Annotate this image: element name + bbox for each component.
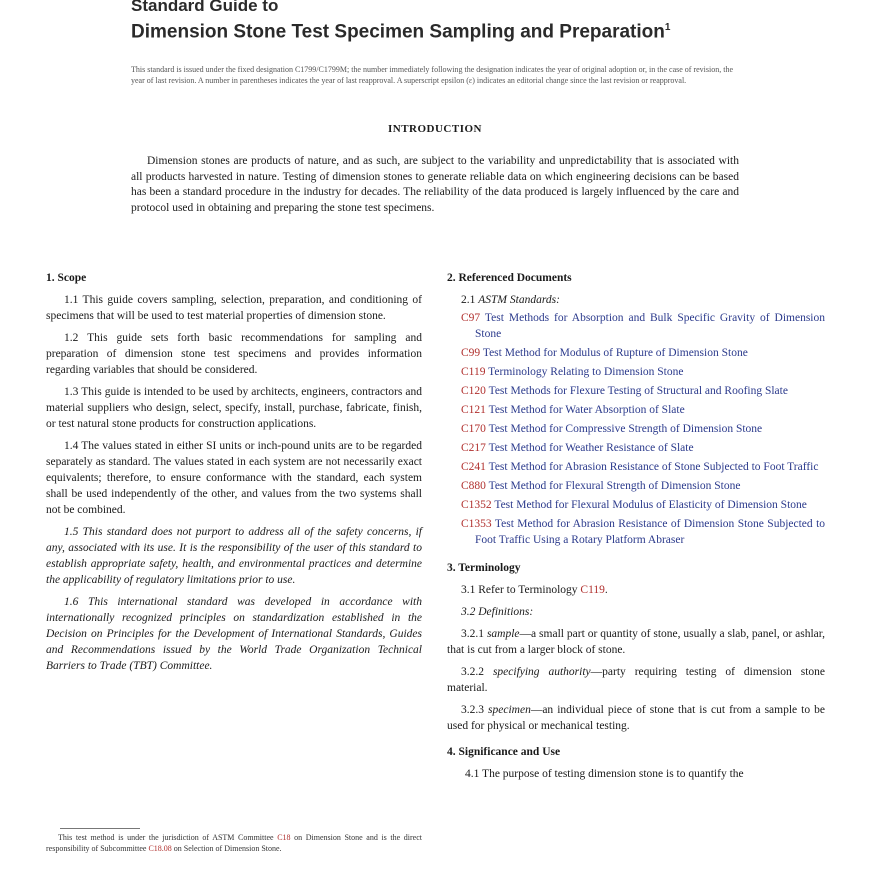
- ref-title[interactable]: Test Method for Modulus of Rupture of Dimension Stone: [482, 347, 748, 359]
- ref-title[interactable]: Test Method for Abrasion Resistance of Stone Subjected to Foot Traffic: [488, 461, 819, 473]
- terminology-3-2-1: [447, 626, 825, 658]
- ref-item[interactable]: [461, 345, 825, 361]
- def-term: sample: [486, 628, 520, 640]
- ref-item[interactable]: [461, 497, 825, 513]
- def-term: specimen: [488, 704, 531, 716]
- ref-item[interactable]: [461, 383, 825, 399]
- ref-code[interactable]: C99: [461, 347, 481, 359]
- ref-title[interactable]: Test Method for Abrasion Resistance of Dimension Stone Subjected to Foot Traffic Using a Rotary Platform Abraser: [475, 518, 826, 546]
- ref-code[interactable]: C880: [461, 480, 486, 492]
- scope-1-5: 1.5 This standard does not purport to address all of the safety concerns, if any, associated with its use. It is the responsibility of the user of this standard to establish appropriate safety, health, and environmental practices and determine the applicability of regulatory limitations prior to use.: [46, 526, 422, 586]
- introduction-heading: INTRODUCTION: [387, 123, 482, 135]
- right-column: [447, 266, 825, 788]
- title-footnote-mark: 1: [664, 22, 671, 33]
- ref-code[interactable]: C1353: [461, 518, 492, 530]
- introduction-text: Dimension stones are products of nature, and as such, are subject to the variability and unpredictability that is associated with all products harvested in nature. Testing of dimension stones to generate reliable data on which engineering decisions can be based has been a standard procedure in the industry for decades. The reliability of the data produced is largely influenced by the care and protocol used in obtaining and preparing the stone test specimens.: [131, 155, 739, 214]
- ref-item[interactable]: [461, 364, 825, 380]
- ref-title[interactable]: Test Method for Water Absorption of Slate: [488, 404, 685, 416]
- ref-code[interactable]: C1352: [461, 499, 492, 511]
- terminology-3-1: [447, 582, 825, 598]
- ref-code[interactable]: C217: [461, 442, 486, 454]
- scope-1-4: 1.4 The values stated in either SI units or inch-pound units are to be regarded separately as standard. The values stated in each system are not necessarily exact equivalents; therefore, to ensure conformance with the standard, each system shall be used independently of the other, and values from the two systems shall not be combined.: [46, 440, 422, 516]
- ref-code[interactable]: C119: [461, 366, 486, 378]
- ref-title[interactable]: Test Method for Compressive Strength of Dimension Stone: [488, 423, 763, 435]
- left-column: [46, 266, 422, 680]
- ref-title[interactable]: Test Method for Flexural Modulus of Elasticity of Dimension Stone: [494, 499, 807, 511]
- title-block: [131, 0, 771, 44]
- ref-title[interactable]: Terminology Relating to Dimension Stone: [488, 366, 684, 378]
- terminology-3-2-2: [447, 664, 825, 696]
- ref-item[interactable]: [461, 402, 825, 418]
- ref-code[interactable]: C241: [461, 461, 486, 473]
- footnote-text-post: on Selection of Dimension Stone.: [173, 843, 282, 853]
- ref-title[interactable]: Test Method for Weather Resistance of Slate: [488, 442, 694, 454]
- ref-item[interactable]: [461, 459, 825, 475]
- terminology-link-c119[interactable]: C119: [580, 584, 605, 596]
- ref-title[interactable]: Test Method for Flexural Strength of Dimension Stone: [488, 480, 741, 492]
- referenced-sub-num: 2.1: [461, 294, 476, 306]
- def-text: —a small part or quantity of stone, usually a slab, panel, or ashlar, that is cut from a larger block of stone.: [447, 628, 826, 656]
- section-significance-heading: 4. Significance and Use: [447, 746, 561, 758]
- footnote-divider: [60, 828, 140, 829]
- def-text: —an individual piece of stone that is cut from a sample to be used for physical or mechanical testing.: [447, 704, 825, 732]
- footnote-link-c18-08[interactable]: C18.08: [148, 843, 172, 853]
- significance-4-1: 4.1 The purpose of testing dimension stone is to quantify the: [465, 768, 744, 780]
- footnote-text-pre: This test method is under the jurisdiction of ASTM Committee: [58, 833, 274, 842]
- scope-1-1: 1.1 This guide covers sampling, selection, preparation, and conditioning of specimens that will be used to test material properties of dimension stone.: [46, 294, 422, 322]
- section-terminology-heading: 3. Terminology: [447, 562, 521, 574]
- title-line-1: Standard Guide to: [131, 0, 279, 15]
- scope-1-3: 1.3 This guide is intended to be used by architects, engineers, contractors and material suppliers who design, select, specify, install, purchase, fabricate, finish, or test natural stone products for construction applications.: [46, 386, 422, 430]
- ref-title[interactable]: Test Methods for Flexure Testing of Structural and Roofing Slate: [488, 385, 788, 397]
- ref-code[interactable]: C121: [461, 404, 486, 416]
- footnote-text-mid: on Dimension Stone and is the direct responsibility of Subcommittee: [46, 833, 422, 853]
- referenced-sub: [461, 292, 825, 308]
- ref-code[interactable]: C120: [461, 385, 486, 397]
- terminology-3-1-end: .: [604, 584, 608, 596]
- def-num: 3.2.2: [461, 666, 484, 678]
- ref-title[interactable]: Test Methods for Absorption and Bulk Specific Gravity of Dimension Stone: [475, 312, 825, 340]
- ref-item[interactable]: [461, 440, 825, 456]
- terminology-3-2-3: [447, 702, 825, 734]
- designation-notice: This standard is issued under the fixed designation C1799/C1799M; the number immediately following the designation indicates the year of original adoption or, in the case of revision, the year of last revision. A number in parentheses indicates the year of last reapproval. A superscript epsilon (ε) indicates an editorial change since the last revision or reapproval.: [131, 65, 733, 85]
- ref-code[interactable]: C170: [461, 423, 486, 435]
- referenced-sub-label: ASTM Standards:: [478, 294, 560, 306]
- def-term: specifying authority: [492, 666, 591, 678]
- footnote-link-c18[interactable]: C18: [277, 833, 291, 842]
- footnote: [46, 833, 422, 854]
- ref-item[interactable]: [461, 310, 825, 342]
- ref-code[interactable]: C97: [461, 312, 481, 324]
- title-line-2: [131, 16, 771, 44]
- terminology-3-2: 3.2 Definitions:: [461, 606, 534, 618]
- scope-1-6: 1.6 This international standard was developed in accordance with internationally recognized principles on standardization established in the Decision on Principles for the Development of International Standards, Guides and Recommendations issued by the World Trade Organization Technical Barriers to Trade (TBT) Committee.: [46, 596, 422, 672]
- def-num: 3.2.1: [461, 628, 484, 640]
- title-main: Dimension Stone Test Specimen Sampling and Preparation: [131, 21, 665, 43]
- section-scope-heading: 1. Scope: [46, 272, 87, 284]
- def-num: 3.2.3: [461, 704, 484, 716]
- ref-item[interactable]: [461, 516, 825, 548]
- ref-item[interactable]: [461, 421, 825, 437]
- scope-1-2: 1.2 This guide sets forth basic recommendations for sampling and preparation of dimension stone test specimens and provides information regarding variables that should be considered.: [46, 332, 422, 376]
- terminology-3-1-text: 3.1 Refer to Terminology: [461, 584, 578, 596]
- def-text: —party requiring testing of dimension stone material.: [447, 666, 826, 694]
- ref-item[interactable]: [461, 478, 825, 494]
- section-referenced-heading: 2. Referenced Documents: [447, 272, 572, 284]
